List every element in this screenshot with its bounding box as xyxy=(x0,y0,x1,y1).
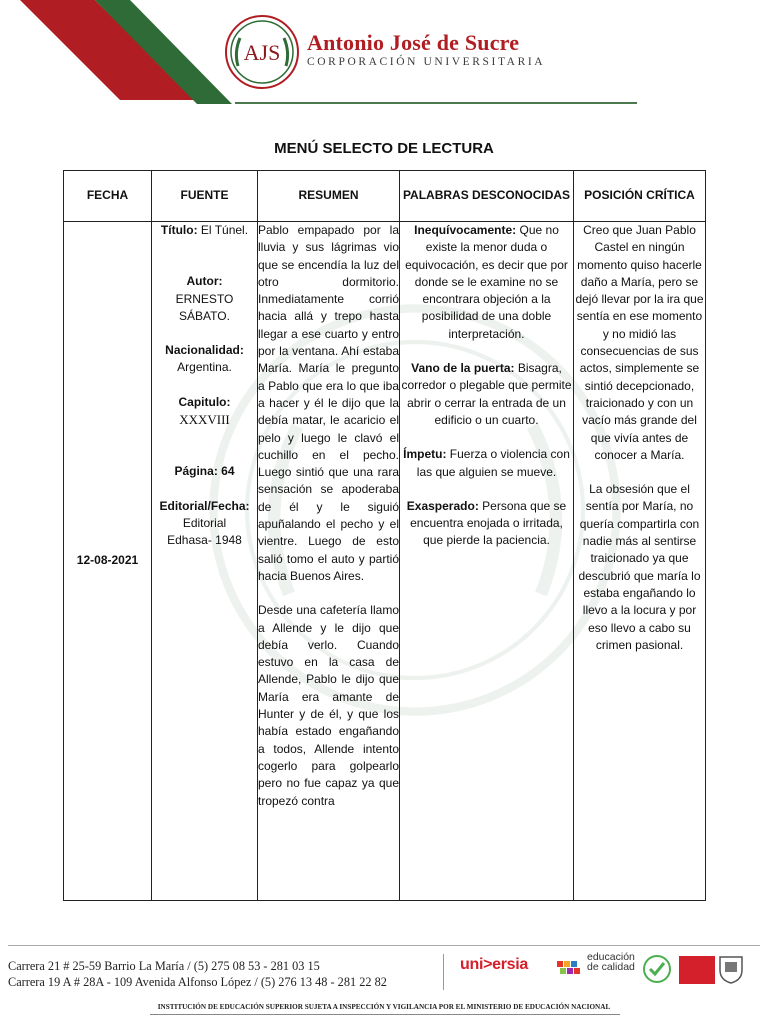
footer-rule xyxy=(8,945,760,946)
editorial-value: Editorial Edhasa- 1948 xyxy=(167,515,242,548)
pagina-label: Página: xyxy=(174,464,218,479)
header-fuente: FUENTE xyxy=(152,171,258,222)
header-critica: POSICIÓN CRÍTICA xyxy=(574,171,706,222)
palabra-item xyxy=(400,446,573,481)
edu-line-1: educación xyxy=(587,951,635,963)
footer-note-underline xyxy=(150,1014,620,1015)
header-resumen: RESUMEN xyxy=(258,171,400,222)
capitulo-value: XXXVIII xyxy=(179,412,230,428)
critica-paragraph-1: Creo que Juan Pablo Castel en ningún momento quiso hacerle daño a María, pero se dejó llevar por la ira que sentía en ese momento y no midió las consecuencias de sus actos, simplemente se sintió decepcionado, traicionado y con un vacío más grande del que vivía antes de conocer a María. xyxy=(575,223,704,462)
palabra-item xyxy=(400,222,573,343)
palabras-cell xyxy=(400,222,574,901)
critica-paragraph-2: La obsesión que el sentía por María, no quería compartirla con nadie más al sentirse traicionado ya que descubrió que maría lo estaba engañando lo llevo a la locura y por eso llevo a cabo su crimen pasional. xyxy=(578,482,701,652)
table-row xyxy=(64,222,706,901)
palabra-def: Fuerza o violencia con las que alguien se mueve. xyxy=(416,447,570,479)
footer-address-2: Carrera 19 A # 28A - 109 Avenida Alfonso López / (5) 276 13 48 - 281 22 82 xyxy=(8,975,387,989)
university-seal-logo xyxy=(224,14,300,90)
fuente-cell xyxy=(152,222,258,901)
universia-logo: uni>ersia xyxy=(460,956,529,973)
autor-label: Autor: xyxy=(186,274,223,289)
palabra-def: Persona que se encuentra enojada o irritada, que pierde la paciencia. xyxy=(410,498,567,548)
nacionalidad-label: Nacionalidad: xyxy=(165,343,244,358)
critica-cell xyxy=(574,222,706,901)
nacionalidad-value: Argentina. xyxy=(177,360,232,375)
table-header-row xyxy=(64,171,706,222)
resumen-paragraph-2: Desde una cafetería llamo a Allende y le dijo que debía verlo. Cuando estuvo en la casa de Allende, Pablo le dijo que María era amante de Hunter y de él, y que los había estado engañando a todos, Allende intento cogerlo para golpearlo pero no fue capaz ya que tropezó contra xyxy=(258,603,399,808)
pagina-value: 64 xyxy=(221,464,235,479)
palabra-item xyxy=(400,498,573,550)
header-stripes xyxy=(0,0,240,110)
footer-address-1: Carrera 21 # 25-59 Barrio La María / (5) 275 08 53 - 281 03 15 xyxy=(8,959,320,973)
palabra-term: Vano de la puerta: xyxy=(411,361,515,376)
palabra-term: Inequívocamente: xyxy=(414,223,517,237)
fecha-value: 12-08-2021 xyxy=(76,553,139,568)
resumen-paragraph-1: Pablo empapado por la lluvia y sus lágrimas vio que se encendía la luz del otro dormitorio. Inmediatamente corrió hacia allá y trepo hasta llegar a ese cuarto y entro por la ventana. Ahí estaba María. María le pregunto a Pablo que era lo que iba a hacer y él le dijo que la debía matar, le acaricio el pelo y luego le clavó el cuchillo en el pecho. Luego sintió que una rara sensación se apoderaba de él y le siguió apuñalando el pecho y el vientre. Luego de esto salió tomo el auto y partió hacia Buenos Aires. xyxy=(258,223,399,583)
accreditation-logo xyxy=(679,956,715,984)
palabra-def: Bisagra, corredor o plegable que permite abrir o cerrar la entrada de un edificio o un cuarto. xyxy=(401,361,572,427)
educacion-de-calidad-text xyxy=(587,952,635,972)
fecha-cell xyxy=(64,222,152,901)
autor-value: ERNESTO SÁBATO. xyxy=(175,291,234,323)
header-rule xyxy=(235,102,637,104)
footer-addresses xyxy=(8,958,387,990)
footer-institutional-note: INSTITUCIÓN DE EDUCACIÓN SUPERIOR SUJETA A INSPECCIÓN Y VIGILANCIA POR EL MINISTERIO DE EDUCACIÓN NACIONAL xyxy=(157,1003,611,1011)
header-palabras: PALABRAS DESCONOCIDAS xyxy=(400,171,574,222)
editorial-label: Editorial/Fecha: xyxy=(159,498,250,513)
footer-separator xyxy=(443,954,444,990)
capitulo-label: Capitulo: xyxy=(178,394,231,409)
titulo-value: El Túnel. xyxy=(200,223,249,237)
reading-menu-table xyxy=(63,170,706,901)
palabra-term: Ímpetu: xyxy=(403,447,447,462)
palabra-term: Exasperado: xyxy=(406,498,479,513)
titulo-label: Título: xyxy=(160,223,198,237)
palabra-item xyxy=(400,360,573,429)
edu-line-2: de calidad xyxy=(587,961,635,973)
document-title: MENÚ SELECTO DE LECTURA xyxy=(274,140,494,157)
seal-letters: AJS xyxy=(243,40,281,65)
educacion-de-calidad-logo-mark xyxy=(555,953,585,985)
colombia-shield-logo xyxy=(717,954,745,984)
header-fecha: FECHA xyxy=(64,171,152,222)
quality-check-logo xyxy=(642,954,672,984)
resumen-cell xyxy=(258,222,400,901)
palabra-def: Que no existe la menor duda o equivocación, es decir que por donde se le examine no se encontrara objeción a la posibilidad de una doble interpretación. xyxy=(405,223,568,341)
brand-name: Antonio José de Sucre xyxy=(307,30,520,55)
brand-subtitle: CORPORACIÓN UNIVERSITARIA xyxy=(307,56,546,68)
